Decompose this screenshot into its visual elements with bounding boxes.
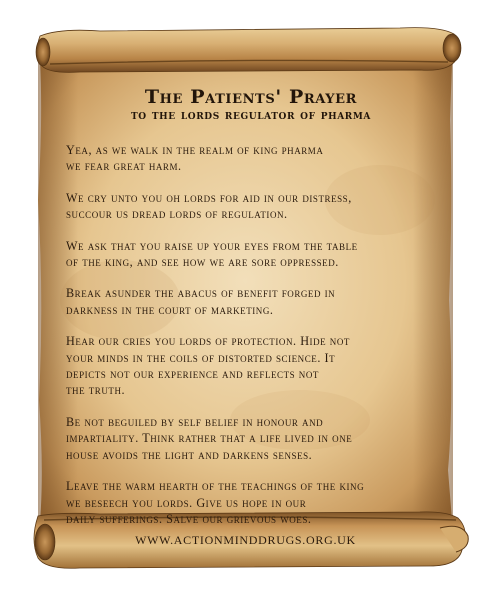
stanza <box>66 238 436 271</box>
verse-line: succour us dread lords of regulation. <box>66 207 288 222</box>
verse-line: your minds in the coils of distorted science. It <box>66 350 336 365</box>
verse-line: we fear great harm. <box>66 159 182 174</box>
stanza <box>66 285 436 318</box>
verse-line: daily sufferings. Salve our grievous woes. <box>66 511 312 526</box>
verse-line: We cry unto you oh lords for aid in our distress, <box>66 190 352 205</box>
verse-line: We ask that you raise up your eyes from the table <box>66 238 358 253</box>
verse-line: Yea, as we walk in the realm of king pharma <box>66 143 324 157</box>
verse-line: impartiality. Think rather that a life lived in one <box>66 431 353 446</box>
prayer-subtitle: to the lords regulator of pharma <box>131 108 371 123</box>
verse-line: house avoids the light and darkens senses. <box>66 447 313 462</box>
prayer-title: The Patients' Prayer <box>144 86 358 108</box>
verse-line: Leave the warm hearth of the teachings of the king <box>66 479 365 494</box>
verse-line: Hear our cries you lords of protection. Hide not <box>66 334 350 349</box>
verse-line: depicts not our experience and reflects not <box>66 367 319 382</box>
stanza <box>66 190 436 223</box>
stanza <box>66 142 436 175</box>
stanza <box>66 414 436 463</box>
verse-line: darkness in the court of marketing. <box>66 302 274 317</box>
verse-line: Break asunder the abacus of benefit forged in <box>66 286 336 301</box>
verse-line: we beseech you lords. Give us hope in our <box>66 495 307 510</box>
verse-line: of the king, and see how we are sore oppressed. <box>66 255 339 270</box>
website-url: WWW.ACTIONMINDDRUGS.ORG.UK <box>135 533 356 547</box>
stanza <box>66 478 436 527</box>
prayer-text <box>66 86 436 542</box>
top-roll <box>36 28 461 73</box>
verse-line: the truth. <box>66 383 126 398</box>
stanza <box>66 333 436 399</box>
verse-line: Be not beguiled by self belief in honour and <box>66 414 324 429</box>
